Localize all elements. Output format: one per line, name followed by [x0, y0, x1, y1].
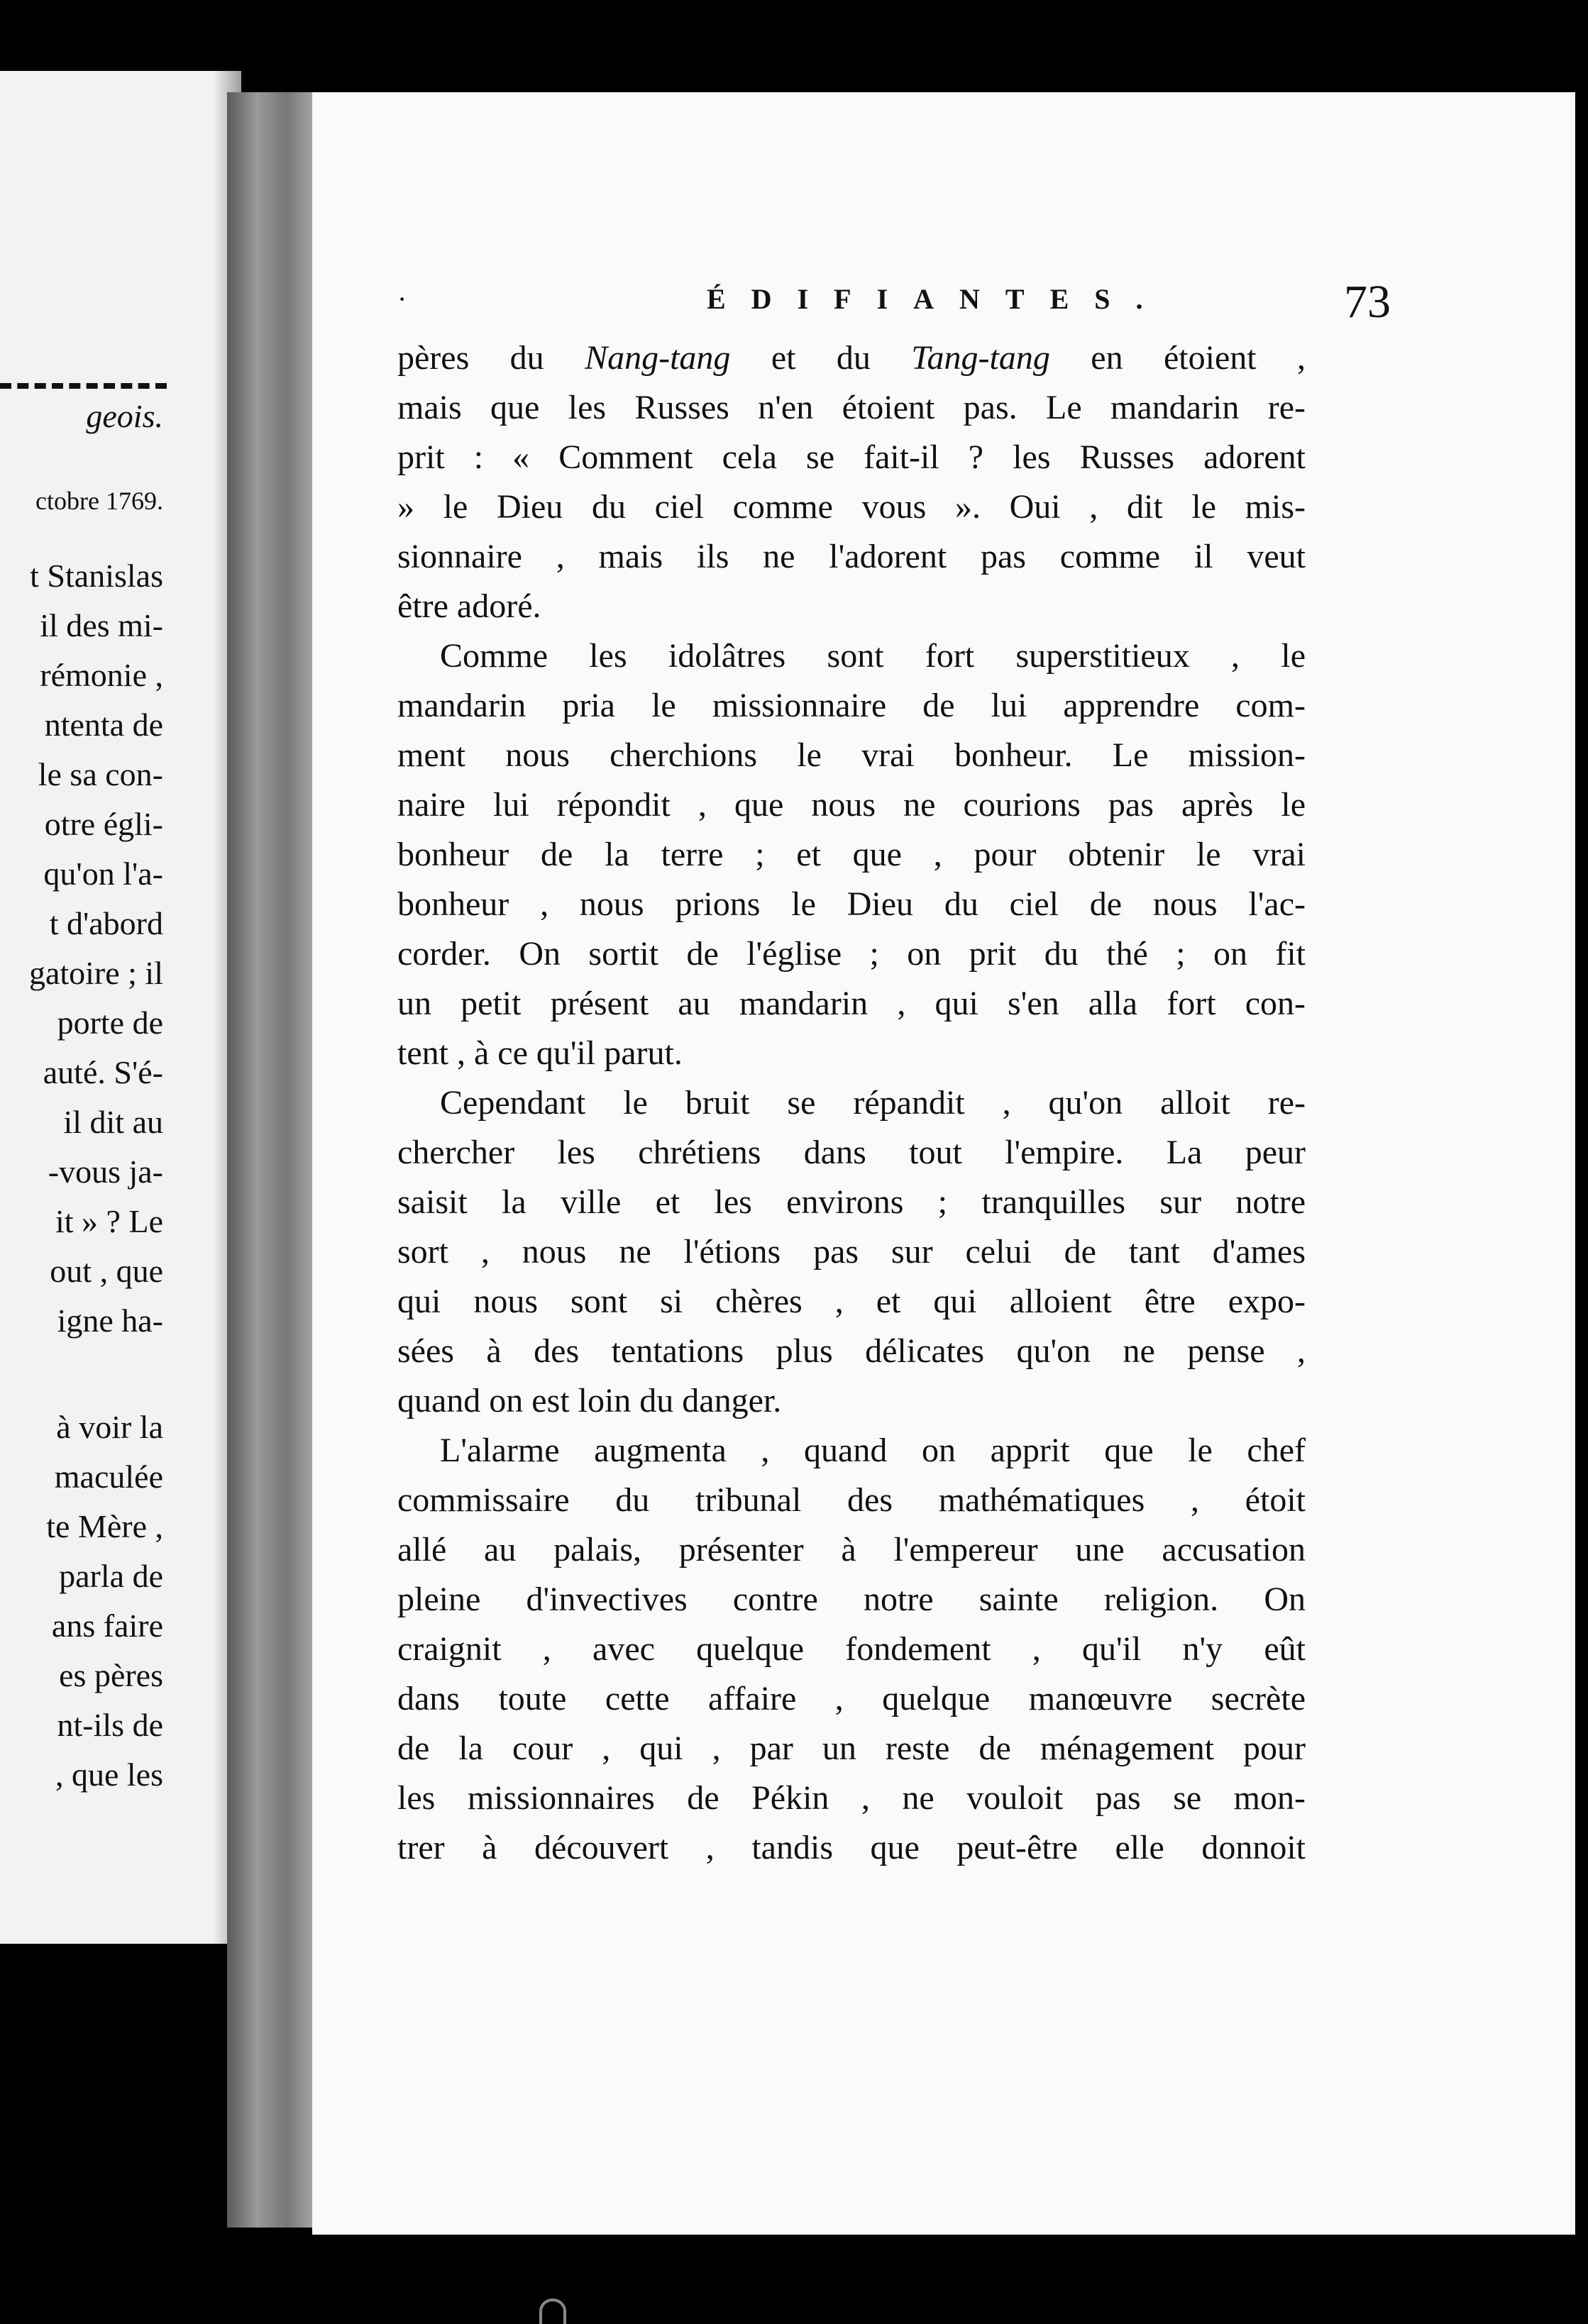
facing-page-line: -vous ja-	[48, 1153, 163, 1190]
text-line	[397, 929, 1306, 979]
text-run: chercher les chrétiens dans tout l'empire. La peur	[397, 1134, 1306, 1171]
facing-page-line: te Mère ,	[46, 1508, 163, 1544]
text-run: Cependant le bruit se répandit , qu'on alloit re-	[440, 1084, 1306, 1122]
text-run: mandarin pria le missionnaire de lui apprendre com-	[397, 687, 1306, 724]
text-run: craignit , avec quelque fondement , qu'il n'y eût	[397, 1630, 1306, 1668]
text-run: sionnaire , mais ils ne l'adorent pas comme il veut	[397, 538, 1306, 575]
text-run: de la cour , qui , par un reste de ménagement pour	[397, 1730, 1306, 1767]
text-run: commissaire du tribunal des mathématiques , étoit	[397, 1481, 1306, 1519]
text-run: les missionnaires de Pékin , ne vouloit pas se mon-	[397, 1779, 1306, 1817]
body-text	[397, 333, 1306, 1873]
text-line	[397, 1774, 1306, 1823]
text-run: prit : « Comment cela se fait-il ? les Russes adorent	[397, 438, 1306, 476]
text-line	[397, 582, 1306, 631]
running-head: ÉDIFIANTES.	[707, 283, 1169, 315]
text-run: Comme les idolâtres sont fort superstitieux , le	[440, 637, 1306, 675]
facing-page-line: t d'abord	[49, 905, 163, 941]
text-run: bonheur , nous prions le Dieu du ciel de nous l'ac-	[397, 885, 1306, 923]
text-run: pères du	[397, 339, 585, 377]
text-run: allé au palais, présenter à l'empereur une accusation	[397, 1531, 1306, 1568]
text-run: bonheur de la terre ; et que , pour obtenir le vrai	[397, 836, 1306, 873]
text-line	[397, 1625, 1306, 1674]
text-run: corder. On sortit de l'église ; on prit du thé ; on fit	[397, 935, 1306, 973]
text-line	[397, 1525, 1306, 1575]
text-line	[397, 830, 1306, 880]
facing-page-line: otre égli-	[44, 806, 163, 842]
facing-page-line: il dit au	[63, 1104, 163, 1140]
facing-page-line: , que les	[55, 1756, 163, 1793]
text-line	[397, 1426, 1306, 1476]
text-run: » le Dieu du ciel comme vous ». Oui , dit le mis-	[397, 488, 1306, 526]
text-line	[397, 1476, 1306, 1525]
text-line	[397, 1376, 1306, 1426]
text-line	[397, 1029, 1306, 1078]
text-line	[397, 880, 1306, 929]
facing-page-line: maculée	[54, 1459, 163, 1495]
italic-term: Tang-tang	[911, 339, 1050, 377]
text-line	[397, 1575, 1306, 1625]
text-run: sées à des tentations plus délicates qu'on ne pense ,	[397, 1332, 1306, 1370]
text-line	[397, 731, 1306, 780]
facing-page-line: parla de	[59, 1558, 163, 1594]
page-header	[397, 276, 1391, 339]
facing-page-line: igne ha-	[57, 1302, 163, 1339]
section-rule	[0, 383, 167, 389]
facing-page-line: il des mi-	[40, 607, 163, 643]
facing-page-line: porte de	[57, 1005, 163, 1041]
text-line	[397, 1674, 1306, 1724]
text-line	[397, 1327, 1306, 1376]
text-run: dans toute cette affaire , quelque manœuvre secrète	[397, 1680, 1306, 1717]
text-run: ment nous cherchions le vrai bonheur. Le mission-	[397, 736, 1306, 774]
text-run: naire lui répondit , que nous ne courions pas après le	[397, 786, 1306, 824]
text-run: quand on est loin du danger.	[397, 1382, 782, 1420]
header-mark: ·	[397, 283, 407, 315]
text-line	[397, 433, 1306, 482]
text-line	[397, 1823, 1306, 1873]
text-line	[397, 532, 1306, 582]
text-run: en étoient ,	[1049, 339, 1306, 377]
facing-page-line: out , que	[50, 1253, 163, 1289]
text-line	[397, 1227, 1306, 1277]
book-spine	[227, 92, 326, 2228]
text-run: un petit présent au mandarin , qui s'en alla fort con-	[397, 985, 1306, 1022]
text-line	[397, 1178, 1306, 1227]
facing-page-line: ntenta de	[44, 707, 163, 743]
facing-page-line: t Stanislas	[30, 558, 163, 594]
text-run: mais que les Russes n'en étoient pas. Le mandarin re-	[397, 389, 1306, 426]
facing-page-line: auté. S'é-	[43, 1054, 163, 1090]
text-line	[397, 681, 1306, 731]
text-line	[397, 383, 1306, 433]
facing-page-line: ctobre 1769.	[35, 487, 163, 515]
text-line	[397, 1128, 1306, 1178]
text-line	[397, 1724, 1306, 1774]
text-run: et du	[730, 339, 912, 377]
text-run: L'alarme augmenta , quand on apprit que le chef	[440, 1432, 1306, 1469]
text-line	[397, 1277, 1306, 1327]
text-run: être adoré.	[397, 587, 541, 625]
text-run: pleine d'invectives contre notre sainte religion. On	[397, 1581, 1306, 1618]
text-line	[397, 780, 1306, 830]
facing-page-line: ans faire	[51, 1608, 163, 1644]
scan-artifact	[539, 2298, 566, 2324]
main-page	[312, 92, 1575, 2235]
text-run: saisit la ville et les environs ; tranquilles sur notre	[397, 1183, 1306, 1221]
facing-page-line: nt-ils de	[57, 1707, 163, 1743]
page-number: 73	[1344, 276, 1391, 328]
text-line	[397, 631, 1306, 681]
text-run: qui nous sont si chères , et qui alloient être expo-	[397, 1283, 1306, 1320]
text-line	[397, 1078, 1306, 1128]
text-line	[397, 979, 1306, 1029]
facing-page-line: le sa con-	[38, 756, 163, 792]
text-run: tent , à ce qu'il parut.	[397, 1034, 683, 1072]
facing-page-line: qu'on l'a-	[43, 856, 163, 892]
facing-page-line: rémonie ,	[40, 657, 163, 693]
text-run: sort , nous ne l'étions pas sur celui de tant d'ames	[397, 1233, 1306, 1271]
facing-page-line: à voir la	[56, 1409, 163, 1445]
text-line	[397, 333, 1306, 383]
facing-page-line: gatoire ; il	[28, 955, 163, 991]
italic-term: Nang-tang	[585, 339, 731, 377]
text-line	[397, 482, 1306, 532]
facing-page-line: geois.	[86, 398, 163, 434]
facing-page-line: it » ? Le	[55, 1203, 163, 1239]
facing-page	[0, 71, 241, 1944]
facing-page-line: es pères	[59, 1657, 163, 1693]
text-run: trer à découvert , tandis que peut-être elle donnoit	[397, 1829, 1306, 1866]
